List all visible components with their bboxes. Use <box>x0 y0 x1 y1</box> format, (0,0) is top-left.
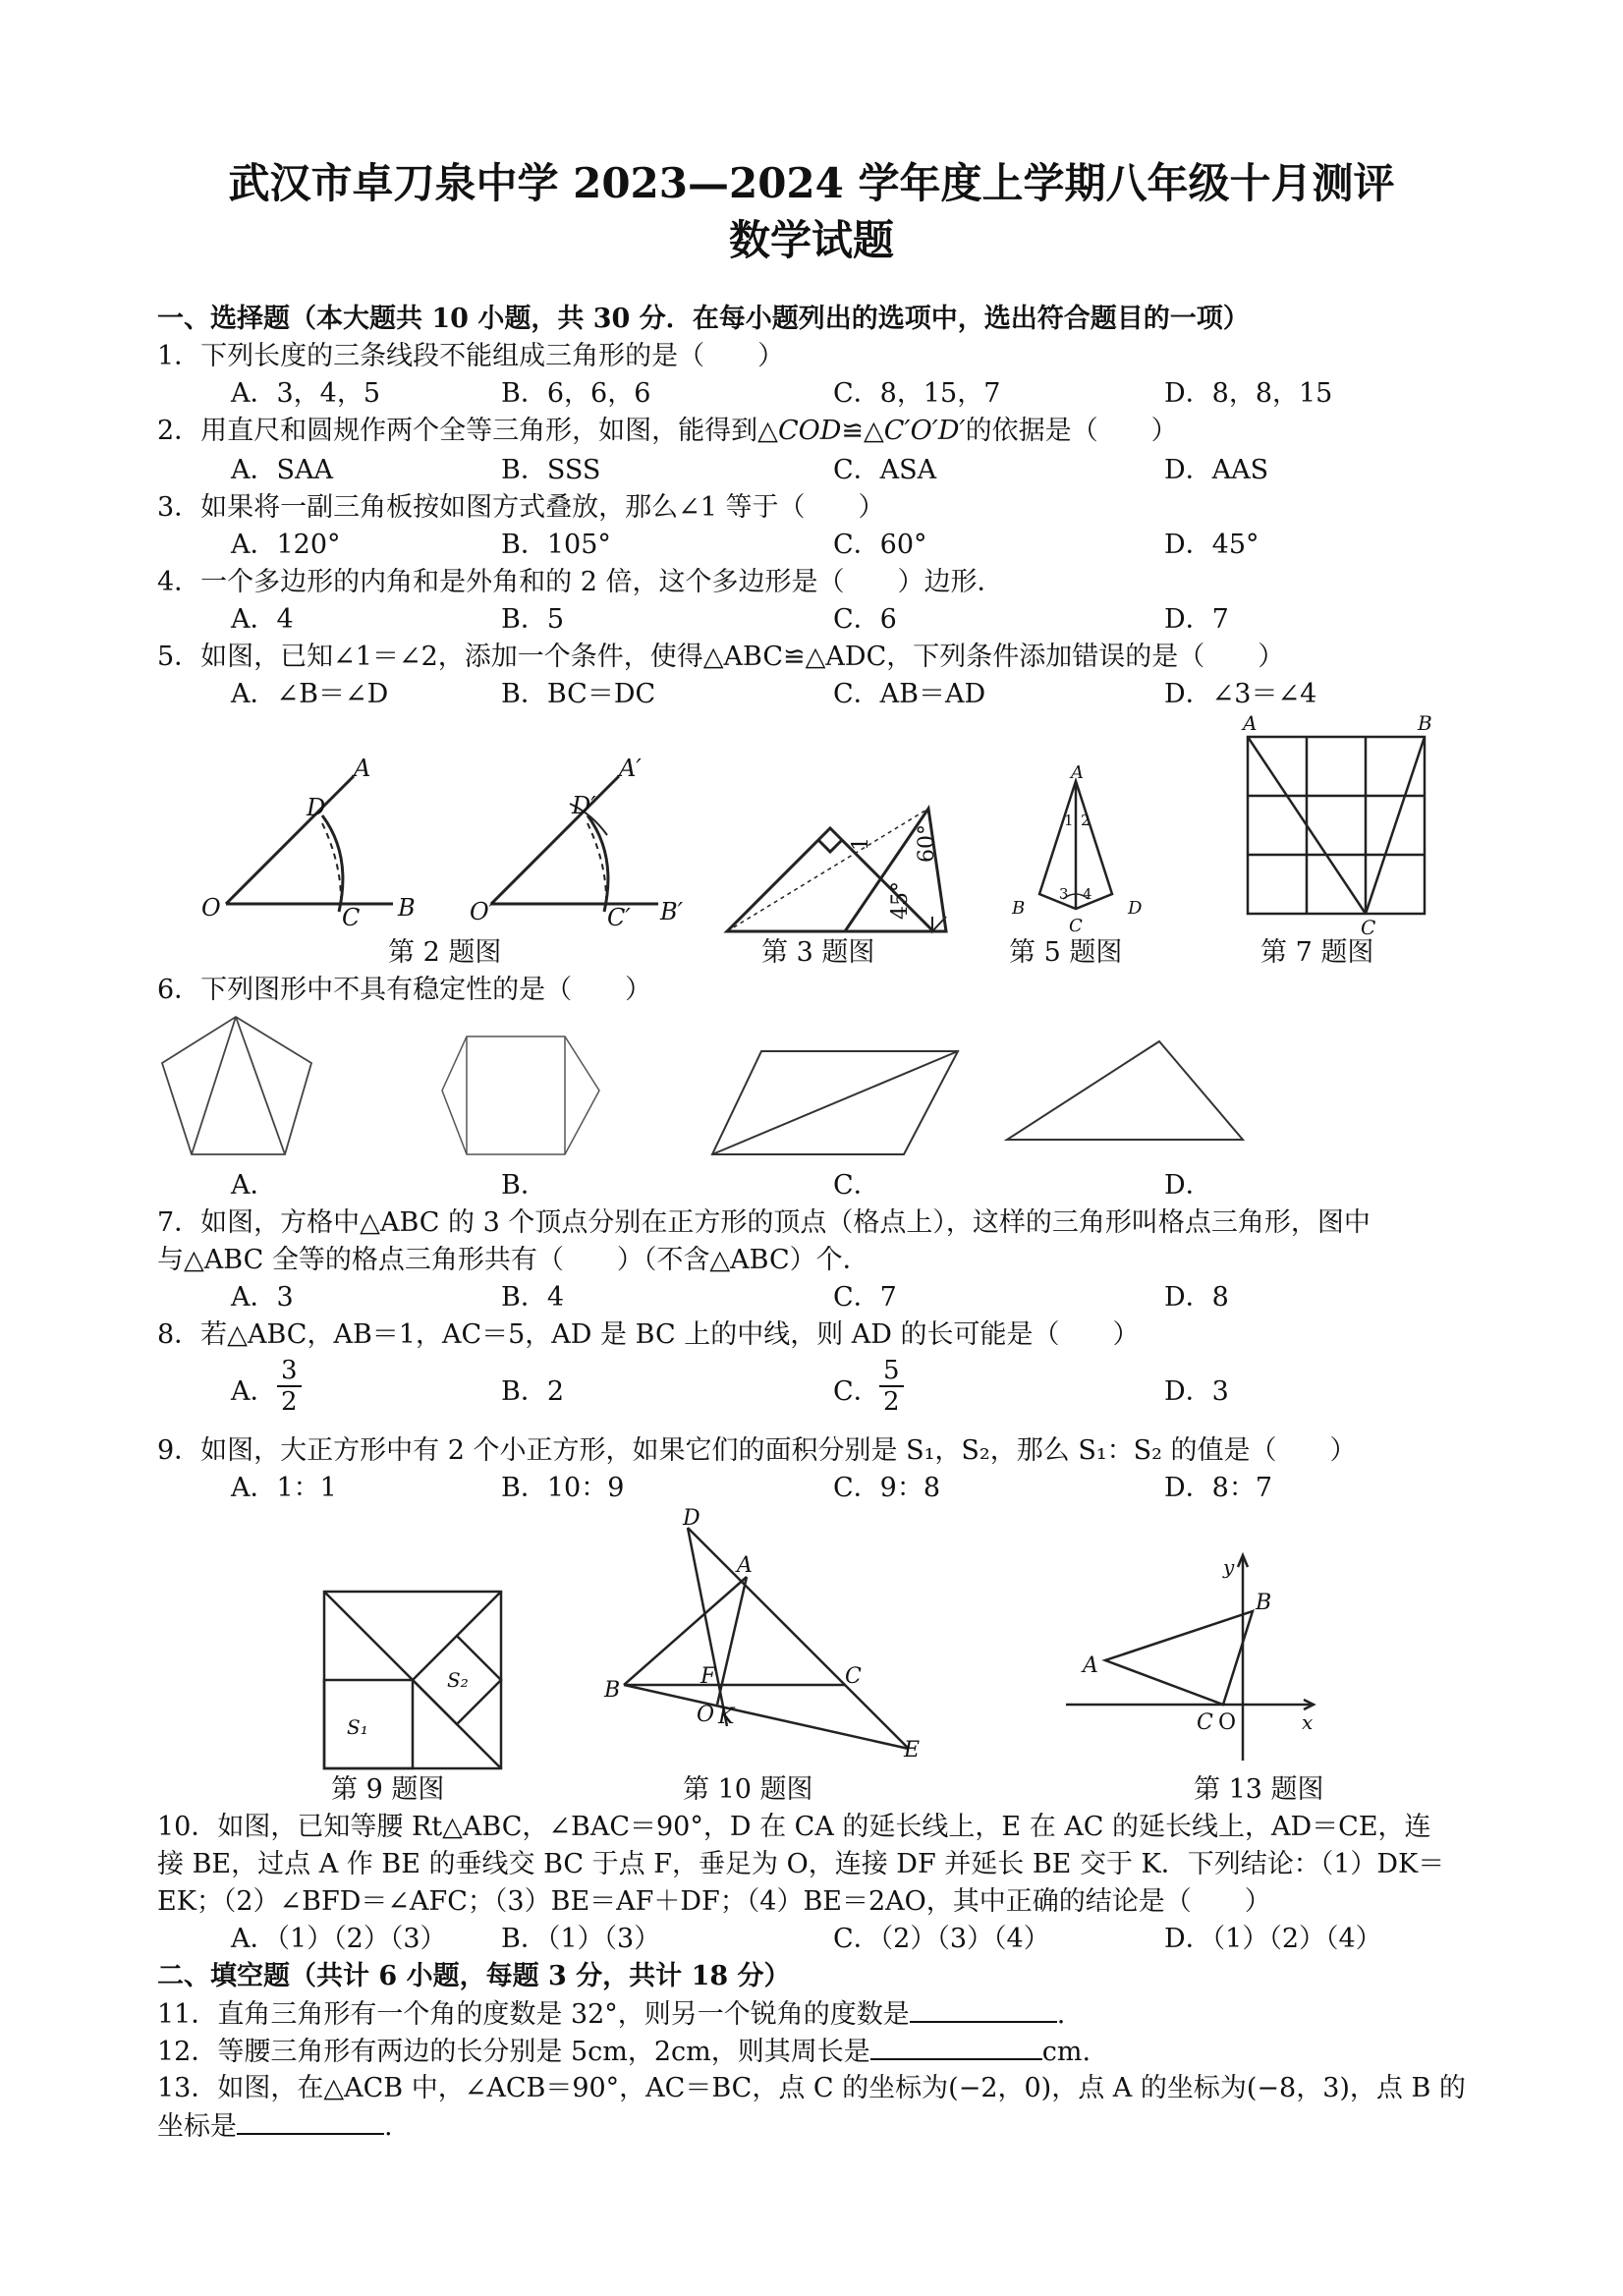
q5-option-c: C．AB＝AD <box>833 679 986 709</box>
fig5-label-2: 2 <box>1081 812 1091 829</box>
q8-stem: 8．若△ABC，AB＝1，AC＝5，AD 是 BC 上的中线，则 AD 的长可能是（ ） <box>157 1319 1140 1350</box>
q7-line1: 7．如图，方格中△ABC 的 3 个顶点分别在正方形的顶点（格点上），这样的三角形叫格点三角形，图中 <box>157 1207 1371 1238</box>
fig10-label-e: E <box>904 1738 921 1763</box>
fig2-label-a-prime: A′ <box>619 755 642 782</box>
q12-answer-blank[interactable] <box>870 2035 1042 2060</box>
q10-option-c: C．（2）（3）（4） <box>833 1924 1050 1954</box>
q6-figure-d-triangle <box>1002 1036 1248 1145</box>
q8-option-a: A． <box>231 1376 277 1407</box>
fig10-label-o: O <box>697 1703 715 1727</box>
q10-option-d: D．（1）（2）（4） <box>1164 1924 1382 1954</box>
q2-option-a: A．SAA <box>231 455 333 485</box>
fig3-label-45: 45° <box>888 881 913 920</box>
q10-line2: 接 BE，过点 A 作 BE 的垂线交 BC 于点 F，垂足为 O，连接 DF 并延长 BE 交于 K．下列结论：（1）DK＝ <box>157 1849 1445 1879</box>
q4-option-d: D．7 <box>1164 604 1229 635</box>
q2-stem-a: 2．用直尺和圆规作两个全等三角形，如图，能得到△ <box>157 416 778 446</box>
fig3-label-60: 60° <box>915 824 939 863</box>
fig5-label-c: C <box>1069 916 1083 936</box>
fig2-label-o: O <box>201 894 221 922</box>
figure-q5 <box>1002 762 1149 938</box>
fig5-label-3: 3 <box>1059 885 1069 903</box>
fig10-label-d: D <box>683 1506 700 1531</box>
q8-frac-c-num: 5 <box>879 1356 904 1387</box>
q13-answer-blank[interactable] <box>237 2109 384 2135</box>
q4-option-c: C．6 <box>833 604 897 635</box>
q5-option-a: A．∠B＝∠D <box>231 679 389 709</box>
fig10-label-b: B <box>604 1678 621 1703</box>
fig10-label-c: C <box>845 1664 862 1689</box>
q1-option-d: D．8，8，15 <box>1164 378 1333 409</box>
q7-line2: 与△ABC 全等的格点三角形共有（ ）（不含△ABC）个． <box>157 1245 869 1275</box>
q1-option-a: A．3，4，5 <box>231 378 381 409</box>
q10-option-a: A．（1）（2）（3） <box>231 1924 447 1954</box>
section1-heading: 一、选择题（本大题共 10 小题，共 30 分．在每小题列出的选项中，选出符合题目的一项） <box>157 304 1250 334</box>
caption-fig9: 第 9 题图 <box>331 1774 445 1805</box>
figure-q13 <box>1061 1552 1326 1764</box>
q13-stem2: 坐标是 <box>157 2111 237 2142</box>
q4-option-a: A．4 <box>231 604 294 635</box>
q12-stem: 12．等腰三角形有两边的长分别是 5cm，2cm，则其周长是 <box>157 2037 870 2067</box>
q11-stem: 11．直角三角形有一个角的度数是 32°，则另一个锐角的度数是 <box>157 1999 910 2030</box>
q2-option-d: D．AAS <box>1164 455 1269 485</box>
q5-option-d: D．∠3＝∠4 <box>1164 679 1317 709</box>
q2-stem <box>157 415 1178 448</box>
q8-fraction-a <box>277 1356 302 1417</box>
q10-line1: 10．如图，已知等腰 Rt△ABC，∠BAC＝90°，D 在 CA 的延长线上，E 在 AC 的延长线上，AD＝CE，连 <box>157 1812 1431 1842</box>
q11-line <box>157 1997 1065 2032</box>
fig13-label-a: A <box>1083 1653 1098 1678</box>
q5-stem: 5．如图，已知∠1＝∠2，添加一个条件，使得△ABC≌△ADC，下列条件添加错误的是（ ） <box>157 642 1285 672</box>
fig7-label-b: B <box>1418 711 1432 735</box>
caption-fig10: 第 10 题图 <box>683 1774 813 1805</box>
q6-figure-a-pentagon <box>157 1012 344 1159</box>
q5-option-b: B．BC＝DC <box>501 679 656 709</box>
q7-option-b: B．4 <box>501 1282 565 1313</box>
q6-option-c: C． <box>833 1170 880 1201</box>
q8-frac-c-den: 2 <box>883 1387 900 1417</box>
fig10-label-f: F <box>700 1664 716 1689</box>
exam-subtitle: 数学试题 <box>728 216 894 264</box>
q9-option-a: A．1：1 <box>231 1473 337 1503</box>
q6-stem: 6．下列图形中不具有稳定性的是（ ） <box>157 975 652 1005</box>
q9-option-c: C．9：8 <box>833 1473 941 1503</box>
q8-option-c: C． <box>833 1376 880 1407</box>
figure-q2 <box>196 756 707 933</box>
fig2-label-d: D <box>307 794 326 821</box>
caption-fig3: 第 3 题图 <box>761 937 875 968</box>
fig2-label-o-prime: O′ <box>470 898 495 925</box>
figure-q10 <box>604 1508 928 1764</box>
exam-title: 武汉市卓刀泉中学 2023—2024 学年度上学期八年级十月测评 <box>228 159 1395 207</box>
figure-q7 <box>1233 712 1459 938</box>
caption-fig5: 第 5 题图 <box>1009 937 1123 968</box>
q13-end: . <box>384 2111 393 2142</box>
q2-option-c: C．ASA <box>833 455 937 485</box>
q8-option-d: D．3 <box>1164 1376 1229 1407</box>
caption-fig2: 第 2 题图 <box>388 937 502 968</box>
q2-stem-c: 的依据是（ ） <box>965 416 1178 446</box>
fig5-label-d: D <box>1128 898 1143 919</box>
fig2-label-c: C <box>342 904 361 931</box>
q12-end: cm. <box>1041 2037 1091 2067</box>
q12-line <box>157 2035 1091 2069</box>
q4-option-b: B．5 <box>501 604 565 635</box>
q6-figure-b-hexagon <box>437 1032 604 1159</box>
q2-option-b: B．SSS <box>501 455 601 485</box>
fig13-label-y: y <box>1223 1555 1235 1579</box>
q10-line3: EK；（2）∠BFD＝∠AFC；（3）BE＝AF＋DF；（4）BE＝2AO，其中正确的结论是（ ） <box>157 1886 1271 1917</box>
fig10-label-a: A <box>737 1553 753 1578</box>
q3-option-b: B．105° <box>501 530 611 560</box>
fig5-label-a: A <box>1071 762 1084 783</box>
q9-option-d: D．8：7 <box>1164 1473 1273 1503</box>
fig2-label-d-prime: D′ <box>572 792 596 819</box>
q7-option-a: A．3 <box>231 1282 294 1313</box>
q6-option-d: D． <box>1164 1170 1212 1201</box>
q2-stem-b: ≌△ <box>841 416 884 446</box>
q8-fraction-c <box>879 1356 904 1417</box>
fig2-label-b-prime: B′ <box>660 898 684 925</box>
fig10-label-k: K <box>718 1705 735 1729</box>
fig2-label-a: A <box>354 755 371 782</box>
fig2-label-b: B <box>398 894 416 922</box>
q6-option-b: B． <box>501 1170 547 1201</box>
q7-option-c: C．7 <box>833 1282 897 1313</box>
q8-frac-a-den: 2 <box>281 1387 298 1417</box>
fig13-label-b: B <box>1256 1591 1272 1615</box>
q3-option-d: D．45° <box>1164 530 1259 560</box>
q13-line1: 13．如图，在△ACB 中，∠ACB＝90°，AC＝BC，点 C 的坐标为(−2，0)，点 A 的坐标为(−8，3)，点 B 的 <box>157 2073 1466 2103</box>
q3-option-c: C．60° <box>833 530 927 560</box>
figure-q9 <box>319 1587 506 1773</box>
q3-stem: 3．如果将一副三角板按如图方式叠放，那么∠1 等于（ ） <box>157 492 885 523</box>
fig9-label-s1: S₁ <box>347 1715 368 1739</box>
fig13-label-x: x <box>1302 1710 1314 1734</box>
fig5-label-1: 1 <box>1064 812 1074 829</box>
q2-triangle-2: C′O′D′ <box>883 416 966 446</box>
q9-option-b: B．10：9 <box>501 1473 625 1503</box>
q1-stem: 1．下列长度的三条线段不能组成三角形的是（ ） <box>157 341 785 371</box>
q1-option-c: C．8，15，7 <box>833 378 1001 409</box>
q8-frac-a-num: 3 <box>277 1356 302 1387</box>
q6-option-a: A． <box>231 1170 277 1201</box>
fig3-label-1: 1 <box>849 837 873 851</box>
q10-option-b: B．（1）（3） <box>501 1924 661 1954</box>
caption-fig7: 第 7 题图 <box>1260 937 1374 968</box>
q7-option-d: D．8 <box>1164 1282 1229 1313</box>
section2-heading: 二、填空题（共计 6 小题，每题 3 分，共计 18 分） <box>157 1961 791 1991</box>
fig13-label-c: C <box>1197 1710 1213 1735</box>
q11-answer-blank[interactable] <box>910 1997 1057 2023</box>
fig9-label-s2: S₂ <box>447 1668 469 1692</box>
q4-stem: 4．一个多边形的内角和是外角和的 2 倍，这个多边形是（ ）边形． <box>157 567 1004 597</box>
fig7-label-c: C <box>1361 916 1376 939</box>
q1-option-b: B．6，6，6 <box>501 378 651 409</box>
q9-stem: 9．如图，大正方形中有 2 个小正方形，如果它们的面积分别是 S₁，S₂，那么 S₁：S₂ 的值是（ ） <box>157 1435 1357 1466</box>
q13-line2 <box>157 2109 393 2144</box>
fig2-label-c-prime: C′ <box>607 904 631 931</box>
q8-option-b: B．2 <box>501 1376 565 1407</box>
figure-q3 <box>722 804 953 936</box>
q3-option-a: A．120° <box>231 530 341 560</box>
fig13-label-o: O <box>1218 1710 1237 1735</box>
caption-fig13: 第 13 题图 <box>1194 1774 1324 1805</box>
fig7-label-a: A <box>1243 711 1258 735</box>
q11-end: . <box>1056 1999 1066 2030</box>
fig5-label-4: 4 <box>1083 885 1092 903</box>
fig5-label-b: B <box>1012 898 1026 919</box>
q2-triangle-1: COD <box>777 416 842 446</box>
q6-figure-c-parallelogram <box>707 1041 963 1159</box>
